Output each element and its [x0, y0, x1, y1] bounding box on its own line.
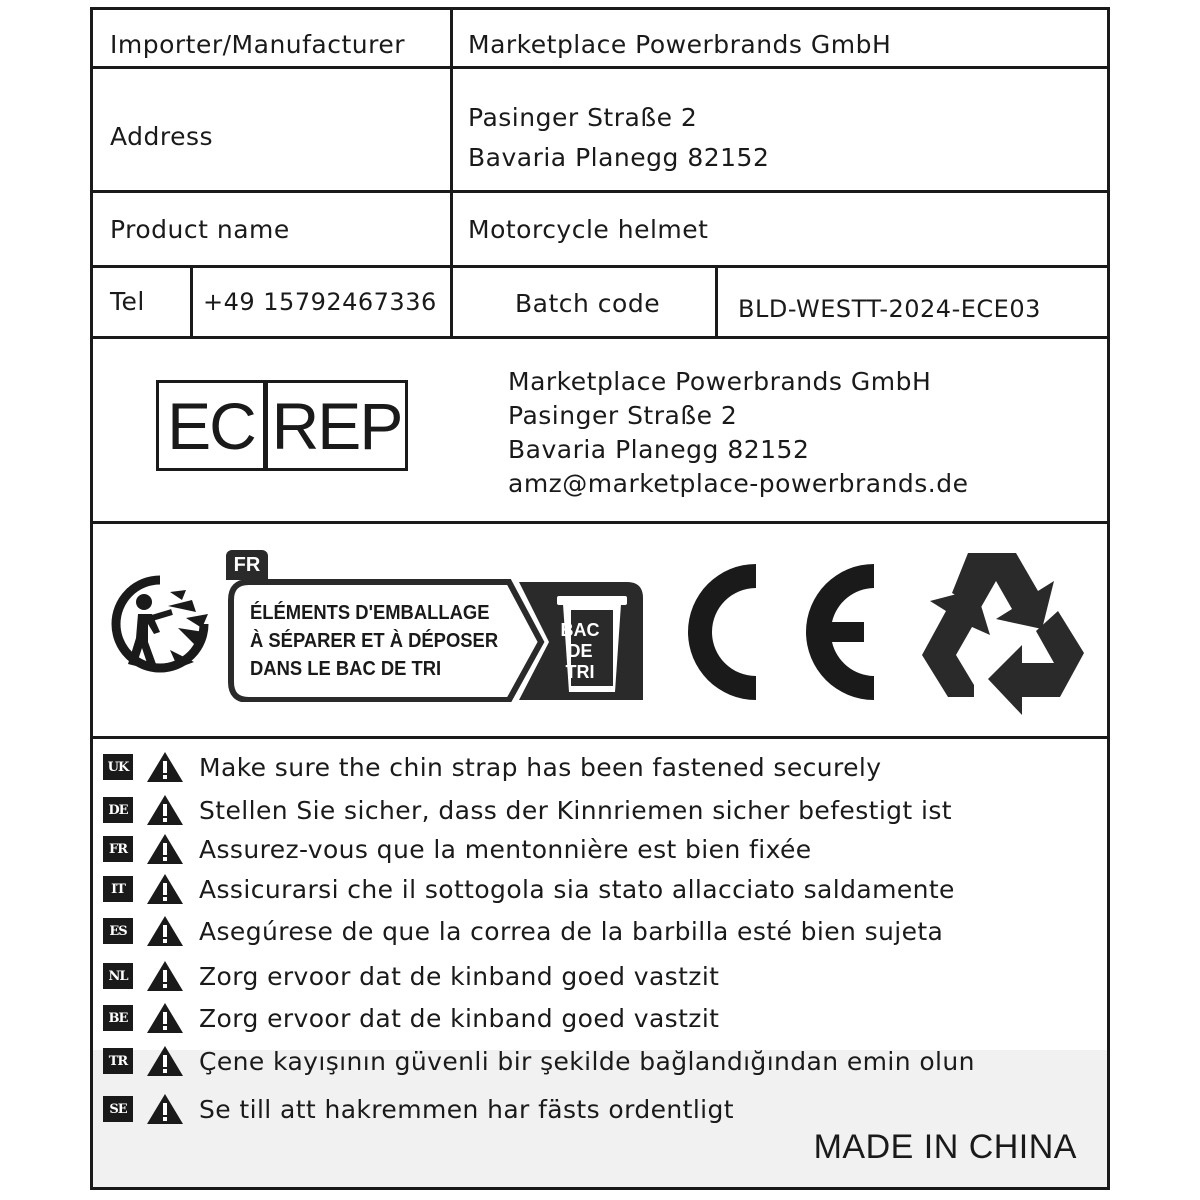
table-column-divider	[190, 265, 193, 339]
language-flag: IT	[103, 876, 133, 902]
warning-text: Zorg ervoor dat de kinband goed vastzit	[199, 961, 720, 991]
address-label: Address	[110, 122, 214, 151]
importer-value: Marketplace Powerbrands GmbH	[468, 30, 892, 59]
ec-text: EC	[159, 383, 268, 468]
triman-text	[250, 599, 498, 683]
language-flag: FR	[103, 836, 133, 862]
warning-row	[103, 1092, 734, 1126]
ec-rep-symbol	[156, 380, 408, 471]
batch-code-label: Batch code	[515, 289, 661, 318]
rep-company: Marketplace Powerbrands GmbH	[508, 367, 932, 396]
ce-mark-icon	[678, 558, 878, 706]
warning-text: Make sure the chin strap has been fastened securely	[199, 752, 882, 782]
triman-line: À SÉPARER ET À DÉPOSER	[250, 630, 499, 652]
table-divider	[93, 265, 1107, 268]
warning-triangle-icon	[145, 750, 185, 784]
ec-rep-address	[508, 365, 968, 501]
warning-text: Stellen Sie sicher, dass der Kinnriemen sicher befestigt ist	[199, 795, 952, 825]
address-line2: Bavaria Planegg 82152	[468, 143, 770, 172]
rep-city: Bavaria Planegg 82152	[508, 435, 810, 464]
warning-triangle-icon	[145, 914, 185, 948]
made-in-label: MADE IN CHINA	[813, 1128, 1077, 1166]
rep-text: REP	[271, 388, 402, 463]
table-column-divider	[450, 10, 453, 339]
triman-icon	[108, 572, 212, 676]
bin-label	[555, 620, 605, 683]
table-divider	[93, 336, 1107, 339]
tel-label: Tel	[110, 287, 145, 316]
warning-row	[103, 1044, 975, 1078]
triman-line: DANS LE BAC DE TRI	[250, 658, 442, 680]
table-divider	[93, 190, 1107, 193]
warning-row	[103, 914, 943, 948]
tel-value: +49 15792467336	[203, 288, 437, 316]
section-divider	[93, 736, 1107, 739]
recycle-icon	[918, 545, 1090, 715]
warning-text: Çene kayışının güvenli bir şekilde bağlandığından emin olun	[199, 1046, 975, 1076]
fr-tag: FR	[226, 550, 268, 580]
warning-triangle-icon	[145, 1092, 185, 1126]
warning-text: Assurez-vous que la mentonnière est bien fixée	[199, 834, 812, 864]
warning-triangle-icon	[145, 793, 185, 827]
product-name-value: Motorcycle helmet	[468, 215, 709, 244]
warning-text: Asegúrese de que la correa de la barbilla esté bien sujeta	[199, 916, 944, 946]
table-column-divider	[715, 265, 718, 339]
language-flag: BE	[103, 1005, 133, 1031]
warning-triangle-icon	[145, 1044, 185, 1078]
warning-row	[103, 750, 881, 784]
language-flag: NL	[103, 963, 133, 989]
warning-triangle-icon	[145, 959, 185, 993]
warning-row	[103, 793, 952, 827]
language-flag: ES	[103, 918, 133, 944]
bin-line: TRI	[565, 662, 595, 682]
warning-row	[103, 959, 719, 993]
warning-row	[103, 832, 812, 866]
warning-row	[103, 872, 955, 906]
language-flag: SE	[103, 1096, 133, 1122]
rep-street: Pasinger Straße 2	[508, 401, 738, 430]
warning-text: Assicurarsi che il sottogola sia stato allacciato saldamente	[199, 874, 955, 904]
importer-label: Importer/Manufacturer	[110, 30, 406, 59]
language-flag: TR	[103, 1048, 133, 1074]
rep-email: amz@marketplace-powerbrands.de	[508, 469, 969, 498]
table-divider	[93, 66, 1107, 69]
bin-line: BAC	[560, 620, 600, 640]
product-label	[90, 7, 1110, 1190]
language-flag: UK	[103, 754, 133, 780]
warning-triangle-icon	[145, 832, 185, 866]
warning-text: Se till att hakremmen har fästs ordentligt	[199, 1094, 734, 1124]
language-flag: DE	[103, 797, 133, 823]
warning-triangle-icon	[145, 1001, 185, 1035]
warning-triangle-icon	[145, 872, 185, 906]
warning-text: Zorg ervoor dat de kinband goed vastzit	[199, 1003, 720, 1033]
triman-line: ÉLÉMENTS D'EMBALLAGE	[250, 602, 490, 624]
bin-line: DE	[567, 641, 593, 661]
section-divider	[93, 521, 1107, 524]
product-name-label: Product name	[110, 215, 290, 244]
address-line1: Pasinger Straße 2	[468, 103, 698, 132]
batch-code-value: BLD-WESTT-2024-ECE03	[738, 295, 1041, 323]
warning-row	[103, 1001, 719, 1035]
